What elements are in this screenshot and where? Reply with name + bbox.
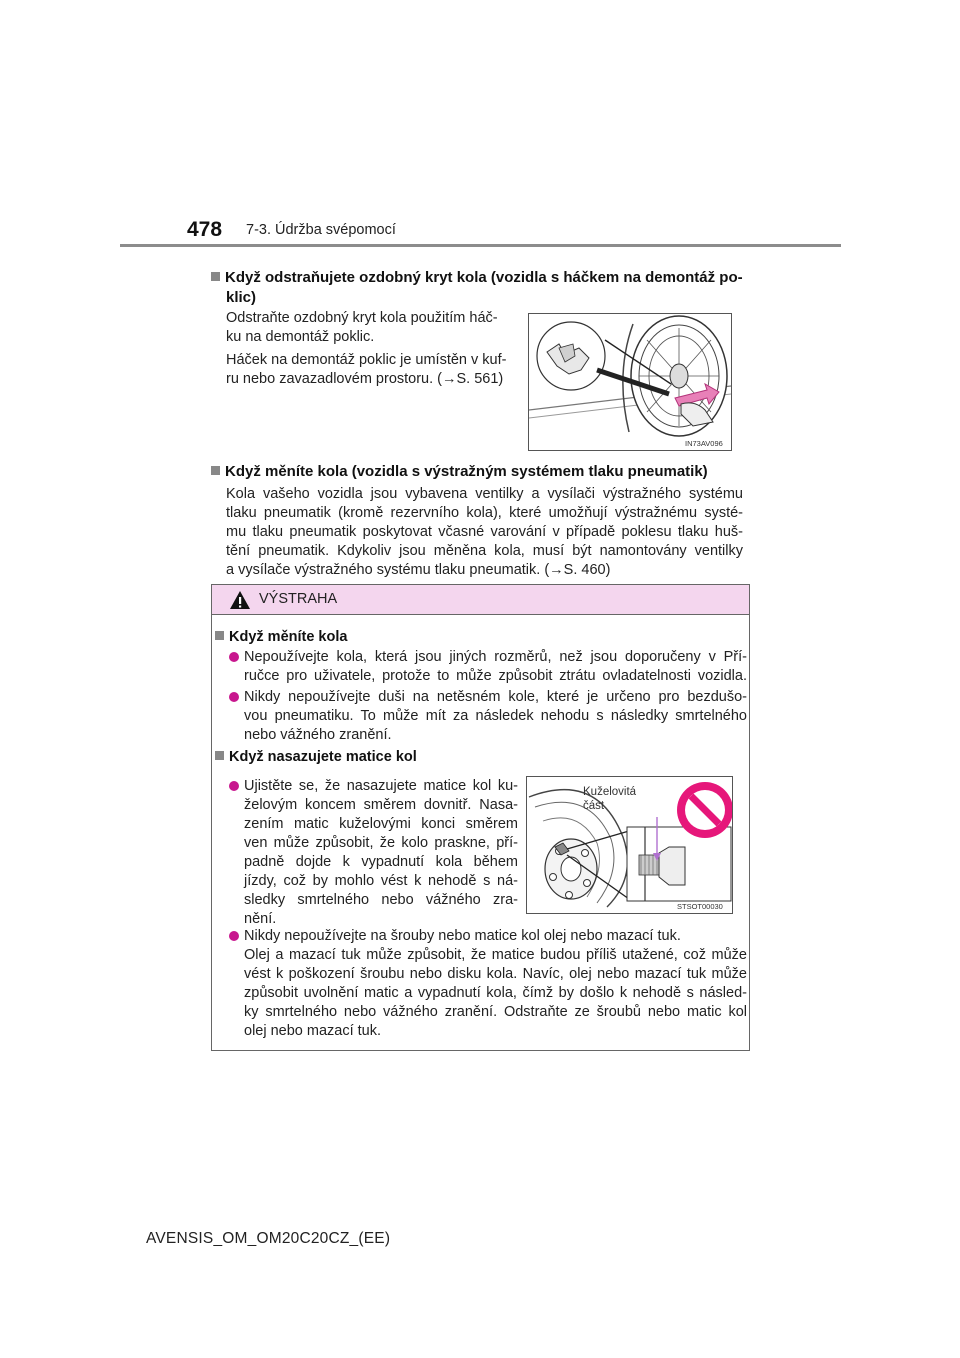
warning-bullet: Nikdy nepoužívejte duši na netěsném kole, které je určeno pro bezdušo- vou pneumatiku. To může mít za následek nehodu s následky smrtelného nebo vážného zranění.: [229, 688, 747, 748]
page-number: 478: [187, 218, 223, 241]
tpms-line: tění pneumatik. Kdykoliv jsou měněna kola, musí být namontovány ventilky: [226, 543, 743, 559]
tapered-part-label: Kuželovitá část: [583, 786, 637, 812]
wheel-cap-illustration: [529, 314, 731, 450]
document-code: AVENSIS_OM_OM20C20CZ_(EE): [146, 1230, 391, 1247]
bullet-dot-icon: [229, 781, 239, 791]
warning-bullet: Ujistěte se, že nasazujete matice kol ku- želovým koncem směrem dovnitř. Nasa- zením matic kuželovými konci směrem ven může způsobit, že kolo praskne, pří- padně dojde k vypadnutí kola během jízdy, což by mohlo vést k nehodě s ná- sledky smrtelného nebo vážného zra- nění.: [229, 777, 519, 937]
tpms-line: Kola vašeho vozidla jsou vybavena ventilky a vysílači výstražného systému: [226, 486, 743, 502]
warning-title: VÝSTRAHA: [259, 591, 338, 607]
warning-bullet: Nikdy nepoužívejte na šrouby nebo matice kol olej nebo mazací tuk. Olej a mazací tuk může způsobit, že matice budou příliš utažené, což může vést k poškození šroubu nebo disku kola. Navíc, olej nebo mazací tuk může způsobit uvolnění matic a vypadnutí kola, čímž by došlo k nehodě s násled- ky smrtelného nebo vážného zranění. Odstraňte ze šroubů nebo matic kol olej nebo mazací tuk.: [229, 927, 747, 1047]
bullet-dot-icon: [229, 692, 239, 702]
figure-code: STSOT00030: [677, 902, 723, 911]
square-bullet-icon: [215, 751, 224, 760]
wheel-cap-instruction: Odstraňte ozdobný kryt kola použitím háč- ku na demontáž poklic.: [226, 310, 498, 345]
square-bullet-icon: [215, 631, 224, 640]
square-bullet-icon: [211, 466, 220, 475]
tpms-line: tlaku pneumatik (kromě rezervního kola), které umožňují výstražnému systé-: [226, 505, 743, 521]
square-bullet-icon: [211, 272, 220, 281]
tpms-line: a vysílače výstražného systému tlaku pneumatik. (→S. 460): [226, 562, 611, 578]
lug-nut-figure: [526, 776, 733, 914]
bullet-dot-icon: [229, 652, 239, 662]
wheel-cap-heading: Když odstraňujete ozdobný kryt kola (vozidla s háčkem na demontáž po- klic): [211, 268, 751, 308]
section-title: 7-3. Údržba svépomocí: [246, 222, 396, 238]
warning-sub1-heading: Když měníte kola: [215, 627, 347, 647]
header-divider: [120, 244, 841, 247]
tpms-line: mu tlaku pneumatik poskytovat včasné varování v případě poklesu tlaku huš-: [226, 524, 743, 540]
warning-header: [212, 585, 749, 615]
figure-code: IN73AV096: [685, 439, 723, 448]
warning-sub2-heading: Když nasazujete matice kol: [215, 747, 417, 767]
tpms-heading: Když měníte kola (vozidla s výstražným systémem tlaku pneumatik): [211, 462, 751, 482]
wheel-cap-location: Háček na demontáž poklic je umístěn v kuf- ru nebo zavazadlovém prostoru. (→S. 561): [226, 352, 507, 387]
warning-box: [211, 584, 750, 1051]
warning-triangle-icon: [229, 590, 251, 610]
bullet-dot-icon: [229, 931, 239, 941]
tpms-paragraph: [226, 485, 743, 580]
warning-bullet: Nepoužívejte kola, která jsou jiných rozměrů, než jsou doporučeny v Pří- ručce pro uživatele, protože to může způsobit ztrátu ovladatelnosti vozidla.: [229, 648, 747, 688]
wheel-cap-figure: [528, 313, 732, 451]
